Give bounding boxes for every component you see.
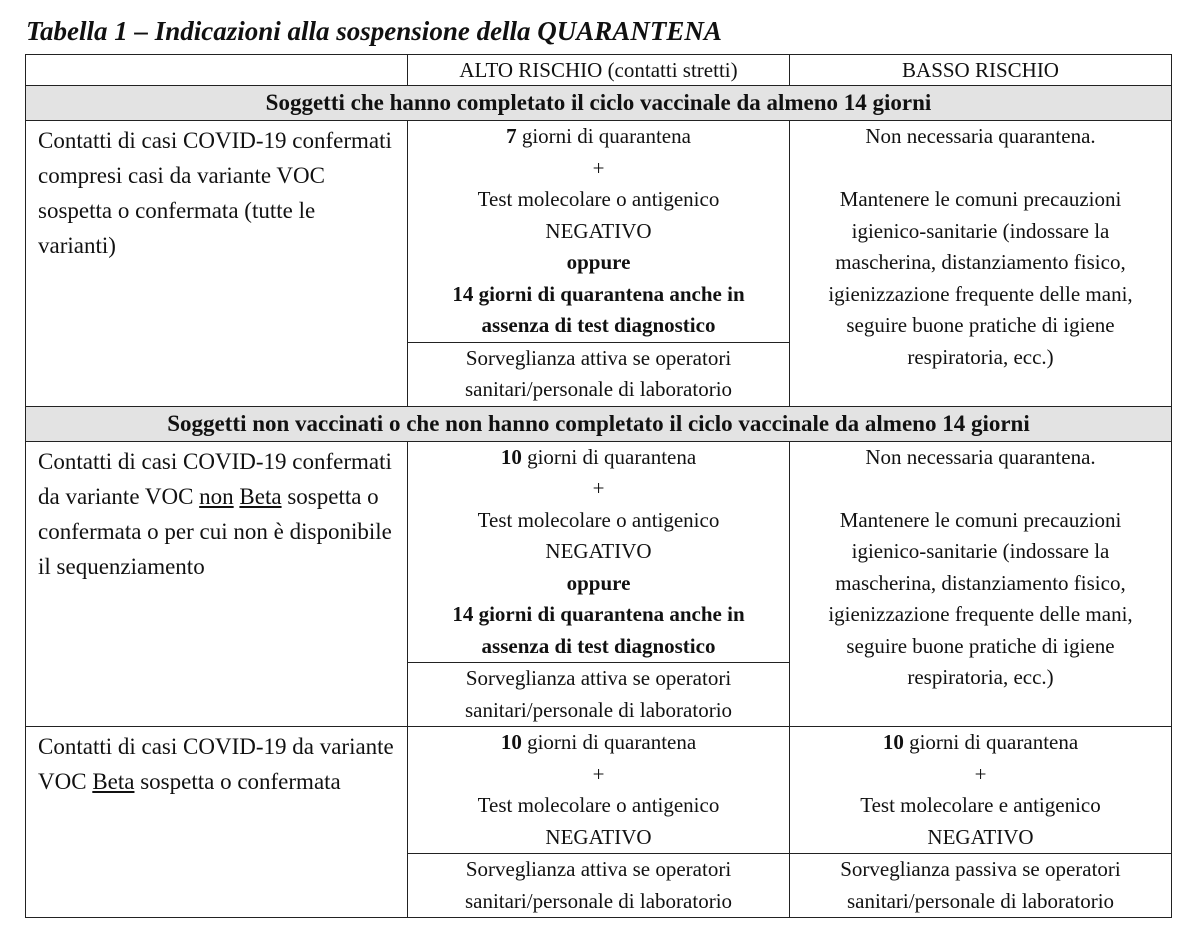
group-heading-unvaccinated: Soggetti non vaccinati o che non hanno completato il ciclo vaccinale da almeno 14 giorni (26, 406, 1172, 441)
row2-low-p2-line4: igienizzazione frequente delle mani, (828, 602, 1133, 626)
row3-high-surveillance (408, 854, 790, 918)
row1-low-p2-line1: Mantenere le comuni precauzioni (839, 187, 1122, 211)
row3-label-part2: sospetta o confermata (134, 769, 341, 794)
row3-label (26, 727, 408, 918)
row2-low-p2-line3: mascherina, distanziamento fisico, (835, 570, 1126, 595)
header-row (26, 55, 1172, 86)
row2-low-line1: Non necessaria quarantena. (865, 444, 1096, 469)
row3-high-days-number: 10 (500, 730, 522, 754)
row1-high-test-line1: Test molecolare o antigenico (477, 187, 720, 211)
quarantine-table (25, 54, 1172, 918)
row2-high-plus: + (592, 476, 605, 500)
row2-high-test-line1: Test molecolare o antigenico (477, 507, 720, 532)
row2-high-alt-line2: assenza di test diagnostico (481, 633, 716, 658)
row1-high-alt-line2: assenza di test diagnostico (481, 313, 716, 337)
row3-high-test-line2: NEGATIVO (545, 824, 652, 849)
row2-label-underline-beta: Beta (239, 483, 282, 509)
row1-high-surv-line1: Sorveglianza attiva se operatori (465, 345, 732, 370)
row1-low-p2-line3: mascherina, distanziamento fisico, (835, 250, 1126, 274)
row3-low-risk (790, 727, 1172, 854)
row3-low-surv-line2: sanitari/personale di laboratorio (846, 888, 1115, 913)
row3-high-risk (408, 727, 790, 854)
row3-low-days-number: 10 (882, 730, 904, 754)
row1-high-risk (408, 121, 790, 343)
row3-low-surv-line1: Sorveglianza passiva se operatori (840, 857, 1121, 881)
row3-low-surveillance (790, 854, 1172, 918)
row2-high-surv-line1: Sorveglianza attiva se operatori (465, 666, 732, 690)
row1-high-or: oppure (566, 250, 631, 274)
row2-high-surveillance (408, 663, 790, 727)
row3-low-days-text: giorni di quarantena (903, 730, 1079, 754)
row1-high-alt-line1: 14 giorni di quarantena anche in (452, 281, 745, 306)
row1-high-surv-line2: sanitari/personale di laboratorio (464, 377, 733, 401)
row2-high-test-line2: NEGATIVO (545, 539, 652, 563)
row2-high-days-number: 10 (500, 444, 522, 469)
table-row (26, 121, 1172, 343)
row1-high-plus: + (592, 155, 605, 180)
row2-low-p2-line6: respiratoria, ecc.) (907, 665, 1054, 689)
row2-label-underline-non: non (199, 483, 234, 509)
row3-high-test-line1: Test molecolare o antigenico (477, 793, 720, 817)
header-low-risk: BASSO RISCHIO (790, 55, 1172, 86)
table-title: Tabella 1 – Indicazioni alla sospensione della QUARANTENA (26, 16, 722, 46)
row2-high-days-text: giorni di quarantena (521, 444, 697, 469)
row3-label-underline-beta: Beta (92, 769, 135, 794)
row3-high-plus: + (592, 761, 605, 786)
row3-high-days-text: giorni di quarantena (521, 730, 697, 754)
row1-label: Contatti di casi COVID-19 confermati compresi casi da variante VOC sospetta o confermata (tutte le varianti) (26, 121, 408, 407)
group-row-vaccinated (26, 86, 1172, 121)
header-high-risk: ALTO RISCHIO (contatti stretti) (408, 55, 790, 86)
header-empty-cell (26, 55, 408, 86)
table-row (26, 441, 1172, 663)
table-row (26, 727, 1172, 854)
row2-high-surv-line2: sanitari/personale di laboratorio (464, 697, 733, 722)
row2-low-p2-line5: seguire buone pratiche di igiene (846, 633, 1115, 658)
row2-label-part1: Contatti di casi COVID-19 confermati da variante VOC (38, 448, 392, 509)
row2-high-risk (408, 441, 790, 663)
row3-low-test-line2: NEGATIVO (927, 824, 1034, 849)
row2-low-risk (790, 441, 1172, 727)
row2-low-p2-line2: igienico-sanitarie (indossare la (851, 539, 1110, 563)
row3-high-surv-line2: sanitari/personale di laboratorio (464, 888, 733, 913)
row3-low-test-line1: Test molecolare e antigenico (860, 793, 1101, 817)
group-row-unvaccinated (26, 406, 1172, 441)
row1-high-days-number: 7 (506, 124, 517, 148)
row1-high-days-text: giorni di quarantena (516, 124, 691, 148)
row3-low-plus: + (974, 761, 987, 786)
group-heading-vaccinated: Soggetti che hanno completato il ciclo vaccinale da almeno 14 giorni (26, 86, 1172, 121)
row1-high-test-line2: NEGATIVO (545, 218, 652, 243)
row2-low-p2-line1: Mantenere le comuni precauzioni (839, 507, 1122, 532)
row3-label-part1: Contatti di casi COVID-19 da variante VOC (38, 734, 394, 794)
row1-low-line1: Non necessaria quarantena. (865, 124, 1096, 148)
row2-high-alt-line1: 14 giorni di quarantena anche in (452, 602, 745, 626)
row1-low-p2-line6: respiratoria, ecc.) (907, 344, 1054, 369)
row1-low-risk (790, 121, 1172, 407)
row1-low-p2-line4: igienizzazione frequente delle mani, (828, 281, 1133, 306)
row2-high-or: oppure (566, 570, 631, 595)
row1-low-p2-line5: seguire buone pratiche di igiene (846, 313, 1115, 337)
row3-high-surv-line1: Sorveglianza attiva se operatori (465, 857, 732, 881)
row1-low-p2-line2: igienico-sanitarie (indossare la (851, 218, 1110, 243)
row1-high-surveillance (408, 342, 790, 406)
row2-label (26, 441, 408, 727)
row2-label-part2: sospetta o confermata o per cui non è disponibile il sequenziamento (38, 483, 392, 579)
